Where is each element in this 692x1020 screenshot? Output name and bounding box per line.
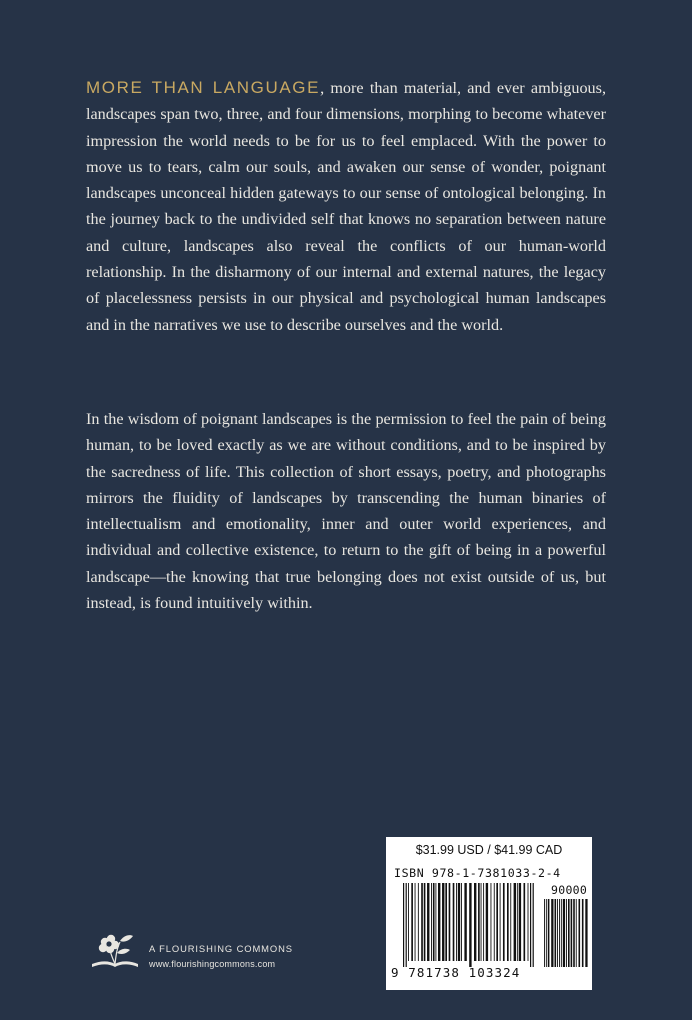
barcode-box [386, 837, 592, 990]
addon-bar [561, 899, 562, 967]
publisher-url: www.flourishingcommons.com [149, 959, 276, 969]
barcode-bar [433, 883, 435, 961]
addon-bar [576, 899, 577, 967]
barcode-bar [438, 883, 440, 961]
barcode-bar [478, 883, 480, 961]
addon-bar [563, 899, 565, 967]
barcode-guard-bar [406, 883, 407, 967]
barcode-bar [431, 883, 432, 961]
barcode-bar [483, 883, 484, 961]
barcode-bar [445, 883, 447, 961]
publisher-logo-icon [86, 931, 144, 971]
barcode-bar [408, 883, 409, 961]
barcode-bar [449, 883, 451, 961]
barcode-bar [510, 883, 511, 961]
addon-bar [551, 899, 553, 967]
description-paragraph-1 [86, 75, 606, 338]
barcode-bar [418, 883, 419, 961]
barcode-bar [494, 883, 495, 961]
barcode-bar [469, 883, 471, 967]
description-paragraph-2: In the wisdom of poignant landscapes is the permission to feel the pain of being human, to be loved exactly as we are without conditions, and to be inspired by the sacredness of life. This collection of short essays, poetry, and photographs mirrors the fluidity of landscapes by transcending the human binaries of intellectualism and emotionality, inner and outer world experiences, and individual and collective existence, to return to the gift of being in a powerful landscape—the knowing that true belonging does not exist outside of us, but instead, is found intuitively within. [86, 410, 606, 613]
addon-bar [573, 899, 575, 967]
addon-bar [579, 899, 581, 967]
barcode-bar [461, 883, 462, 961]
price-label: $31.99 USD / $41.99 CAD [415, 843, 563, 857]
barcode-guard-bar [530, 883, 531, 967]
barcode-bar [500, 883, 501, 961]
addon-bar [571, 899, 573, 967]
barcode-bar [424, 883, 426, 961]
barcode-bar [427, 883, 429, 961]
paragraph-1-text: , more than material, and ever ambiguous, landscapes span two, three, and four dimensions, morphing to become whatever impression the world needs to be for us to feel emplaced. With the power to move us to tears, calm our souls, and awaken our sense of wonder, poignant landscapes unconceal hidden gateways to our sense of ontological belonging. In the journey back to the undivided self that knows no separation between nature and culture, landscapes also reveal the conflicts of our human-world relationship. In the disharmony of our internal and external natures, the legacy of placelessness persists in our physical and psychological human landscapes and in the narratives we use to describe ourselves and the world. [86, 79, 607, 334]
barcode-bar [503, 883, 505, 961]
barcode-bar [458, 883, 460, 961]
barcode-bar [507, 883, 509, 961]
barcode-bar [486, 883, 488, 961]
addon-bar [582, 899, 584, 967]
barcode-bar [453, 883, 455, 961]
lead-in-heading: MORE THAN LANGUAGE [86, 78, 321, 97]
barcode-bar [435, 883, 436, 961]
addon-bar [559, 899, 560, 967]
addon-bar [546, 899, 547, 967]
addon-bar [585, 899, 587, 967]
barcode-bar [491, 883, 492, 961]
barcode-bar [514, 883, 516, 961]
addon-bar [555, 899, 557, 967]
barcode-guard-bar [533, 883, 534, 967]
isbn-label: ISBN 978-1-7381033-2-4 [394, 866, 561, 880]
addon-code: 90000 [551, 883, 588, 897]
publisher-name: A FLOURISHING COMMONS [149, 943, 293, 954]
barcode-bar [442, 883, 444, 961]
addon-bar [557, 899, 558, 967]
barcode-bar [421, 883, 423, 961]
barcode-bar [496, 883, 498, 961]
barcode-bar [524, 883, 526, 961]
barcode-bar [528, 883, 529, 961]
addon-bar [544, 899, 545, 967]
barcode-bar [456, 883, 457, 961]
addon-bar [548, 899, 550, 967]
addon-bar [568, 899, 570, 967]
addon-bar [566, 899, 567, 967]
barcode-bar [481, 883, 482, 961]
barcode-guard-bar [403, 883, 404, 967]
barcode-bar [517, 883, 518, 961]
barcode-bar [519, 883, 521, 961]
barcode-bar [415, 883, 416, 961]
barcode-bar [411, 883, 413, 961]
barcode-digits: 9 781738 103324 [391, 965, 521, 980]
barcode-bar [464, 883, 466, 961]
barcode-bar [474, 883, 476, 961]
